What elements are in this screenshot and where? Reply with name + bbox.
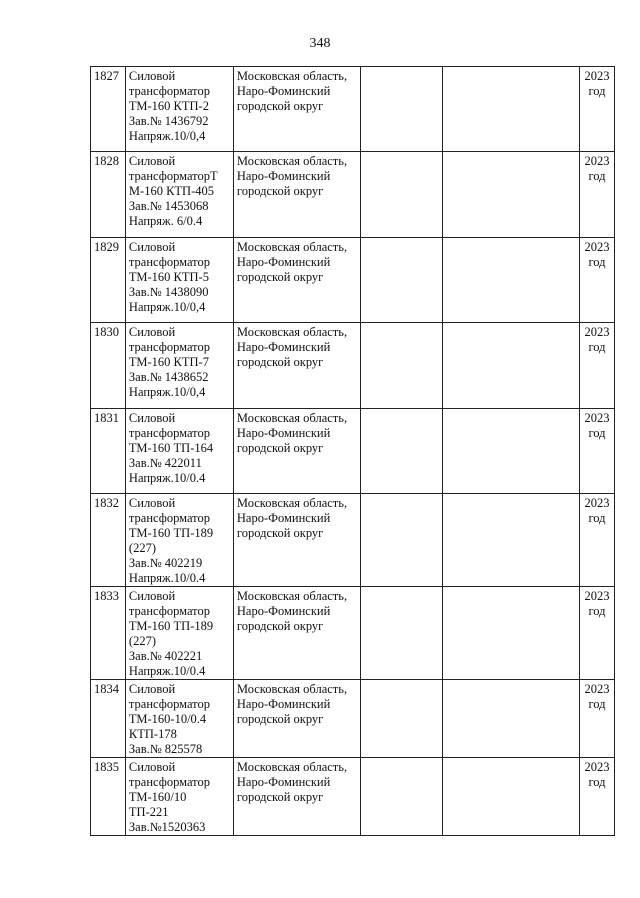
description-line: Силовой	[128, 240, 176, 254]
description-line: Напряж.10/0.4	[128, 571, 206, 585]
description-cell	[125, 67, 233, 152]
description-line: трансформатор	[128, 84, 210, 98]
year-cell	[580, 409, 615, 494]
description-line: Зав.№ 402219	[128, 556, 203, 570]
row-number-cell	[91, 323, 126, 409]
table-row	[91, 494, 615, 587]
description-line: Зав.№ 1436792	[128, 114, 209, 128]
row-number: 1829	[94, 240, 119, 254]
description-line: трансформатор	[128, 775, 210, 789]
description-line: Напряж.10/0,4	[128, 385, 206, 399]
description-line: (227)	[128, 634, 156, 648]
year-cell	[580, 67, 615, 152]
description-line: Силовой	[128, 69, 176, 83]
year-line: год	[588, 775, 606, 789]
location-line: Московская область,	[236, 411, 348, 425]
description-line: Силовой	[128, 325, 176, 339]
description-line: Зав.№ 825578	[128, 742, 203, 756]
location-line: Московская область,	[236, 760, 348, 774]
description-line: Напряж.10/0,4	[128, 129, 206, 143]
description-cell	[125, 758, 233, 836]
location-cell	[233, 494, 360, 587]
registry-table-body	[91, 67, 615, 836]
row-number-cell	[91, 680, 126, 758]
description-line: трансформатор	[128, 426, 210, 440]
table-row	[91, 67, 615, 152]
location-line: Наро-Фоминский	[236, 340, 331, 354]
empty-cell	[443, 494, 580, 587]
description-cell	[125, 323, 233, 409]
description-line: Напряж.10/0.4	[128, 664, 206, 678]
description-line: ТМ-160-10/0.4	[128, 712, 207, 726]
year-line: год	[588, 340, 606, 354]
description-cell	[125, 494, 233, 587]
year-line: 2023	[584, 325, 610, 339]
location-cell	[233, 409, 360, 494]
year-line: 2023	[584, 411, 610, 425]
location-line: Наро-Фоминский	[236, 697, 331, 711]
description-line: Зав.№ 1438652	[128, 370, 209, 384]
row-number: 1835	[94, 760, 119, 774]
location-line: городской округ	[236, 526, 324, 540]
year-cell	[580, 680, 615, 758]
location-line: Наро-Фоминский	[236, 255, 331, 269]
year-line: 2023	[584, 682, 610, 696]
location-line: Наро-Фоминский	[236, 775, 331, 789]
description-line: трансформатор	[128, 340, 210, 354]
empty-cell	[360, 680, 443, 758]
location-line: Московская область,	[236, 240, 348, 254]
description-line: ТМ-160/10	[128, 790, 187, 804]
description-cell	[125, 680, 233, 758]
year-line: год	[588, 604, 606, 618]
empty-cell	[360, 152, 443, 238]
location-line: Наро-Фоминский	[236, 511, 331, 525]
description-line: трансформаторТ	[128, 169, 218, 183]
row-number: 1827	[94, 69, 119, 83]
description-line: ТМ-160 КТП-5	[128, 270, 209, 284]
location-cell	[233, 323, 360, 409]
description-line: Силовой	[128, 589, 176, 603]
description-line: Зав.№ 422011	[128, 456, 202, 470]
year-line: год	[588, 426, 606, 440]
year-line: 2023	[584, 154, 610, 168]
location-cell	[233, 67, 360, 152]
description-cell	[125, 587, 233, 680]
row-number-cell	[91, 587, 126, 680]
year-cell	[580, 494, 615, 587]
empty-cell	[360, 323, 443, 409]
row-number-cell	[91, 758, 126, 836]
row-number-cell	[91, 67, 126, 152]
location-line: Московская область,	[236, 496, 348, 510]
year-line: год	[588, 84, 606, 98]
year-cell	[580, 152, 615, 238]
table-row	[91, 323, 615, 409]
table-row	[91, 758, 615, 836]
description-line: трансформатор	[128, 511, 210, 525]
year-line: 2023	[584, 760, 610, 774]
empty-cell	[360, 758, 443, 836]
location-line: Московская область,	[236, 154, 348, 168]
page-number: 348	[309, 36, 331, 51]
description-line: Силовой	[128, 411, 176, 425]
table-row	[91, 680, 615, 758]
row-number: 1834	[94, 682, 119, 696]
empty-cell	[443, 152, 580, 238]
empty-cell	[443, 680, 580, 758]
location-line: городской округ	[236, 99, 324, 113]
row-number-cell	[91, 238, 126, 323]
year-line: 2023	[584, 240, 610, 254]
table-row	[91, 587, 615, 680]
row-number: 1833	[94, 589, 119, 603]
empty-cell	[360, 494, 443, 587]
year-line: год	[588, 697, 606, 711]
description-line: Зав.№ 1438090	[128, 285, 209, 299]
location-cell	[233, 238, 360, 323]
description-line: ТМ-160 КТП-2	[128, 99, 209, 113]
location-line: городской округ	[236, 355, 324, 369]
description-cell	[125, 152, 233, 238]
description-line: Силовой	[128, 154, 176, 168]
empty-cell	[360, 67, 443, 152]
location-line: Московская область,	[236, 682, 348, 696]
table-row	[91, 238, 615, 323]
location-cell	[233, 758, 360, 836]
location-line: городской округ	[236, 184, 324, 198]
description-line: М-160 КТП-405	[128, 184, 214, 198]
description-line: Силовой	[128, 496, 176, 510]
row-number: 1832	[94, 496, 119, 510]
description-cell	[125, 409, 233, 494]
location-line: Московская область,	[236, 69, 348, 83]
empty-cell	[360, 238, 443, 323]
location-line: городской округ	[236, 441, 324, 455]
year-line: 2023	[584, 496, 610, 510]
year-line: 2023	[584, 589, 610, 603]
empty-cell	[443, 323, 580, 409]
empty-cell	[443, 409, 580, 494]
table-row	[91, 409, 615, 494]
row-number-cell	[91, 494, 126, 587]
row-number-cell	[91, 152, 126, 238]
registry-table	[90, 66, 615, 836]
row-number: 1828	[94, 154, 119, 168]
location-cell	[233, 680, 360, 758]
description-cell	[125, 238, 233, 323]
description-line: Силовой	[128, 760, 176, 774]
location-line: Наро-Фоминский	[236, 169, 331, 183]
location-line: городской округ	[236, 619, 324, 633]
description-line: Напряж.10/0,4	[128, 300, 206, 314]
description-line: ТМ-160 КТП-7	[128, 355, 209, 369]
table-row	[91, 152, 615, 238]
year-line: год	[588, 511, 606, 525]
location-line: Наро-Фоминский	[236, 426, 331, 440]
row-number: 1831	[94, 411, 119, 425]
description-line: Зав.№ 402221	[128, 649, 203, 663]
description-line: ТП-221	[128, 805, 169, 819]
year-line: 2023	[584, 69, 610, 83]
description-line: Напряж.10/0.4	[128, 471, 206, 485]
description-line: КТП-178	[128, 727, 177, 741]
year-cell	[580, 238, 615, 323]
description-line: ТМ-160 ТП-189	[128, 526, 214, 540]
empty-cell	[360, 409, 443, 494]
location-cell	[233, 587, 360, 680]
description-line: трансформатор	[128, 255, 210, 269]
row-number-cell	[91, 409, 126, 494]
year-line: год	[588, 169, 606, 183]
description-line: (227)	[128, 541, 156, 555]
year-cell	[580, 758, 615, 836]
description-line: Зав.№ 1453068	[128, 199, 209, 213]
description-line: Силовой	[128, 682, 176, 696]
year-cell	[580, 323, 615, 409]
empty-cell	[443, 67, 580, 152]
description-line: Зав.№1520363	[128, 820, 206, 834]
location-line: Московская область,	[236, 325, 348, 339]
empty-cell	[443, 758, 580, 836]
row-number: 1830	[94, 325, 119, 339]
description-line: Напряж. 6/0.4	[128, 214, 203, 228]
location-line: Московская область,	[236, 589, 348, 603]
description-line: ТМ-160 ТП-164	[128, 441, 214, 455]
location-line: городской округ	[236, 790, 324, 804]
year-cell	[580, 587, 615, 680]
location-line: Наро-Фоминский	[236, 604, 331, 618]
description-line: трансформатор	[128, 697, 210, 711]
empty-cell	[443, 587, 580, 680]
description-line: трансформатор	[128, 604, 210, 618]
description-line: ТМ-160 ТП-189	[128, 619, 214, 633]
empty-cell	[360, 587, 443, 680]
year-line: год	[588, 255, 606, 269]
location-cell	[233, 152, 360, 238]
location-line: Наро-Фоминский	[236, 84, 331, 98]
empty-cell	[443, 238, 580, 323]
location-line: городской округ	[236, 712, 324, 726]
location-line: городской округ	[236, 270, 324, 284]
